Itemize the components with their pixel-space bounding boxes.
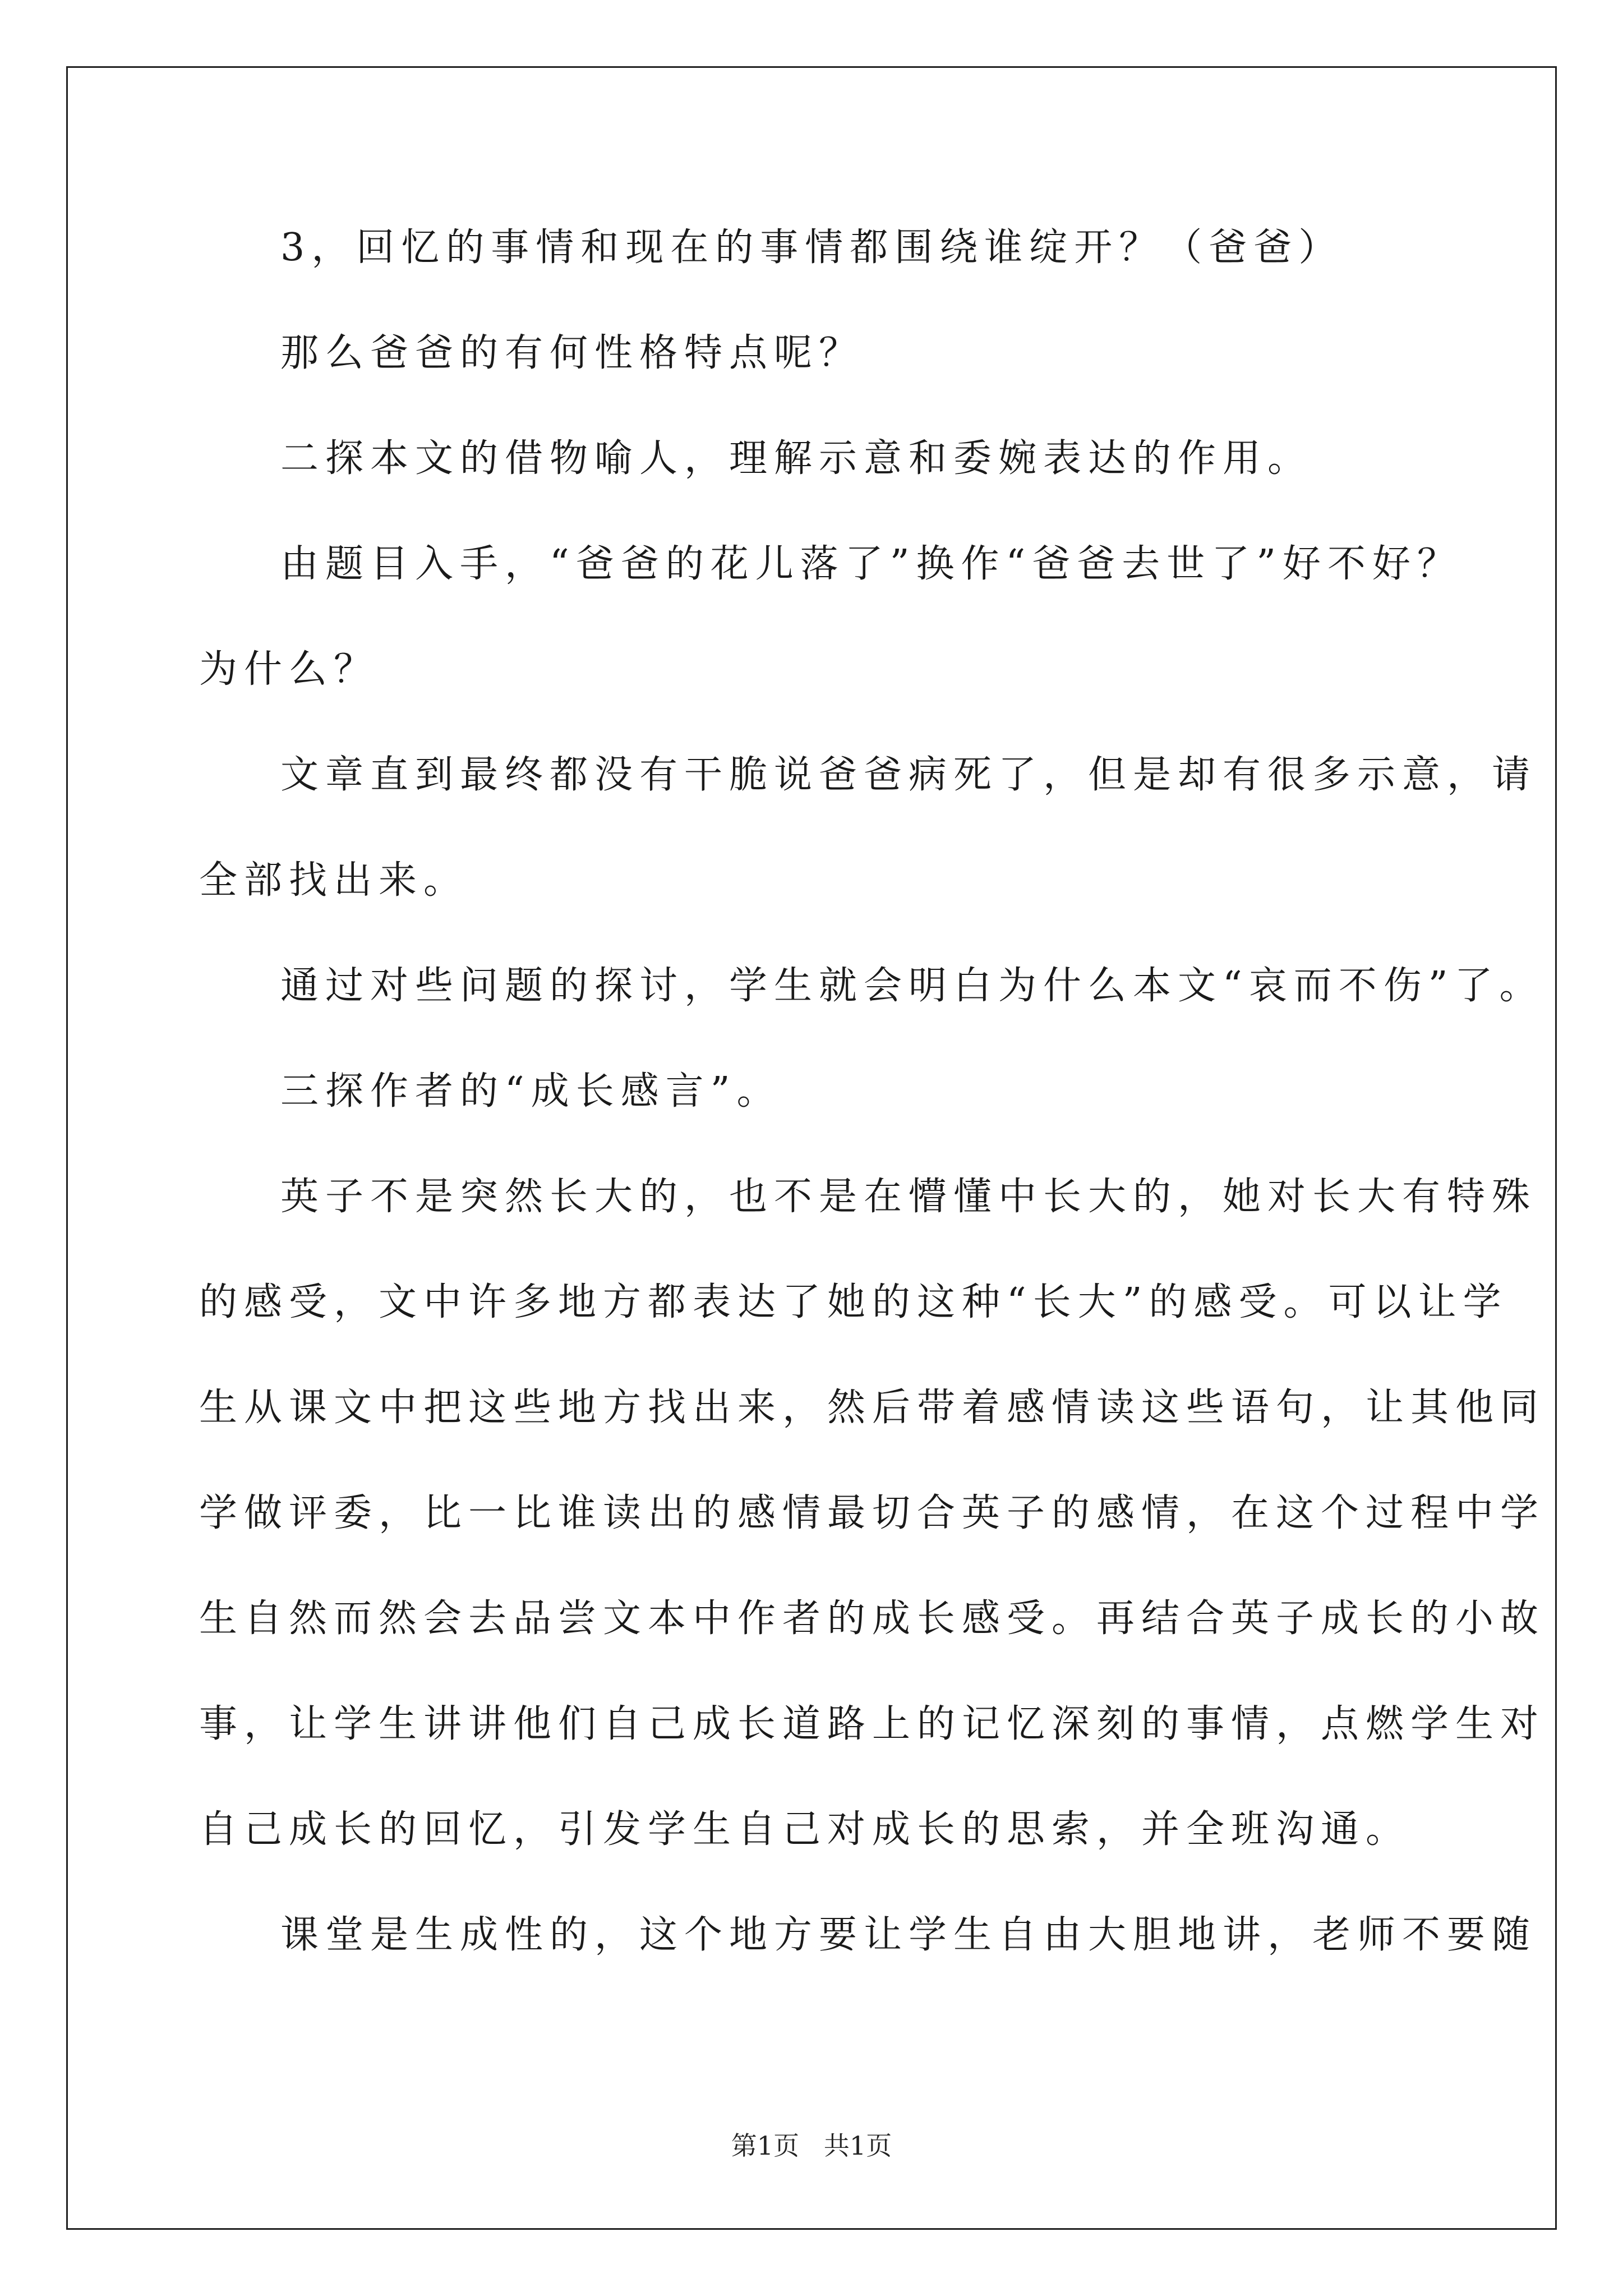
text-line: 三探作者的“成长感言”。 <box>280 1069 782 1114</box>
text-line: 生自然而然会去品尝文本中作者的成长感受。再结合英子成长的小故 <box>199 1596 1546 1641</box>
text-line: 的感受，文中许多地方都表达了她的这种“长大”的感受。可以让学 <box>199 1280 1508 1324</box>
text-line: 二探本文的借物喻人，理解示意和委婉表达的作用。 <box>280 436 1313 481</box>
text-line: 那么爸爸的有何性格特点呢？ <box>280 331 864 375</box>
text-line: 为什么？ <box>199 647 379 692</box>
page-number-footer: 第1页 共1页 <box>731 2131 892 2161</box>
text-line: 生从课文中把这些地方找出来，然后带着感情读这些语句，让其他同 <box>199 1386 1546 1430</box>
text-line: 全部找出来。 <box>199 858 469 903</box>
text-line: 3，回忆的事情和现在的事情都围绕谁绽开？（爸爸） <box>280 226 1344 270</box>
text-line: 课堂是生成性的，这个地方要让学生自由大胆地讲，老师不要随 <box>280 1913 1537 1957</box>
text-line: 学做评委，比一比谁读出的感情最切合英子的感情，在这个过程中学 <box>199 1491 1546 1535</box>
text-line: 文章直到最终都没有干脆说爸爸病死了，但是却有很多示意，请 <box>280 753 1537 797</box>
text-line: 英子不是突然长大的，也不是在懵懂中长大的，她对长大有特殊 <box>280 1175 1537 1219</box>
text-line: 由题目入手，“爸爸的花儿落了”换作“爸爸去世了”好不好？ <box>280 542 1463 586</box>
page-border <box>66 66 1557 2230</box>
text-line: 自己成长的回忆，引发学生自己对成长的思索，并全班沟通。 <box>199 1807 1411 1852</box>
text-line: 通过对些问题的探讨，学生就会明白为什么本文“哀而不伤”了。 <box>280 964 1544 1008</box>
text-line: 事，让学生讲讲他们自己成长道路上的记忆深刻的事情，点燃学生对 <box>199 1702 1546 1746</box>
